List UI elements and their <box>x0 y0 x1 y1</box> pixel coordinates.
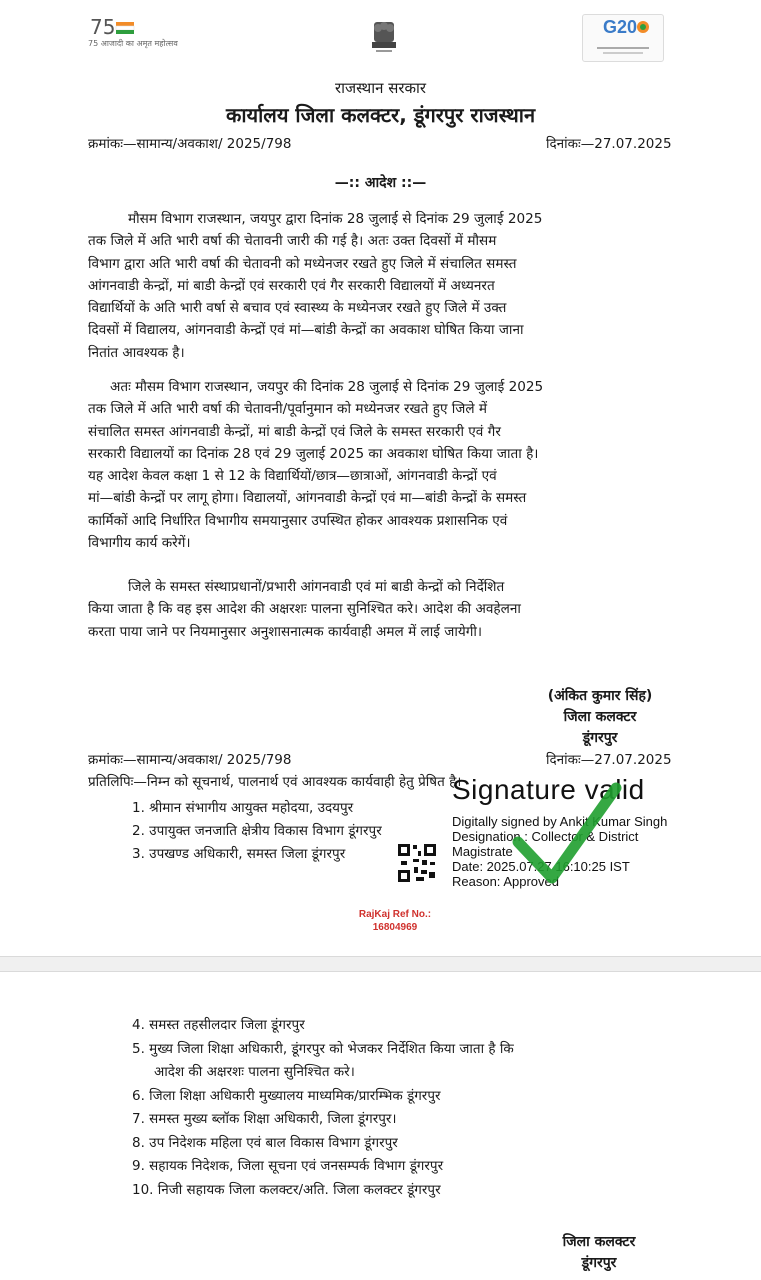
rajkaj-label: RajKaj Ref No.: <box>358 909 432 920</box>
copy-list-page-1 <box>132 797 382 866</box>
paragraph-line: विभागीय कार्य करेगें। <box>88 535 191 552</box>
signature-line: Reason: Approved <box>452 874 559 889</box>
government-title: राजस्थान सरकार <box>334 79 427 97</box>
paragraph-line: यह आदेश केवल कक्षा 1 से 12 के विद्यार्थियों/छात्र—छात्राओं, आंगनवाडी केन्द्रों एवं <box>88 468 497 485</box>
signatory-designation: जिला कलक्टर <box>563 709 637 725</box>
paragraph-line: आंगनवाडी केन्द्रों, मां बाडी केन्द्रों एवं सरकारी एवं गैर सरकारी विद्यालयों में अध्यनरत <box>88 277 495 294</box>
signatory-place: डूंगरपुर <box>582 730 618 746</box>
order-date: दिनांकः—27.07.2025 <box>546 136 672 152</box>
footer-place: डूंगरपुर <box>581 1255 617 1271</box>
office-title: कार्यालय जिला कलक्टर, डूंगरपुर राजस्थान <box>225 103 536 127</box>
paragraph-line: कार्मिकों आदि निर्धारित विभागीय समयानुसार उपस्थित होकर आवश्यक प्रशासनिक एवं <box>88 512 508 529</box>
signature-line: Digitally signed by Ankit Kumar Singh <box>452 814 668 829</box>
list-item: 2. उपायुक्त जनजाति क्षेत्रीय विकास विभाग डूंगरपुर <box>132 823 382 839</box>
digital-signature-stamp <box>452 774 712 894</box>
list-item: 5. मुख्य जिला शिक्षा अधिकारी, डूंगरपुर को भेजकर निर्देशित किया जाता है कि <box>132 1040 514 1057</box>
copy-intro: प्रतिलिपिः—निम्न को सूचनार्थ, पालनार्थ एवं आवश्यक कार्यवाही हेतु प्रेषित है। <box>88 774 462 790</box>
paragraph-line: सरकारी विद्यालयों का दिनांक 28 एवं 29 जुलाई 2025 का अवकाश घोषित किया जाता है। <box>88 445 539 462</box>
footer-signatory <box>534 1232 664 1274</box>
signature-line: Date: 2025.07.27 16:10:25 IST <box>452 859 630 874</box>
signature-line: Magistrate <box>452 844 513 859</box>
list-item: 10. निजी सहायक जिला कलक्टर/अति. जिला कलक्टर डूंगरपुर <box>132 1181 441 1198</box>
copy-list-page-2 <box>132 1014 672 1202</box>
copy-reference-number: क्रमांकः—सामान्य/अवकाश/ 2025/798 <box>88 752 292 768</box>
paragraph-line: तक जिले में अति भारी वर्षा की चेतावनी जारी की गई है। अतः उक्त दिवसों में मौसम <box>88 233 497 250</box>
paragraph-line: किया जाता है कि वह इस आदेश की अक्षरशः पालना सुनिश्चित करे। आदेश की अवहेलना <box>88 601 521 618</box>
page-separator <box>0 956 761 972</box>
paragraph-line: संचालित समस्त आंगनवाडी केन्द्रों, मां बाडी केन्द्रों एवं जिले के समस्त सरकारी एवं गैर <box>88 423 501 440</box>
azadi-logo-text: 75 आजादी का अमृत महोत्सव <box>88 39 178 48</box>
paragraph-line: विद्यार्थियों के अति भारी वर्षा से बचाव एवं स्वास्थ्य के मध्येनजर रखते हुए जिले में उक्त <box>88 300 507 317</box>
paragraph-line: जिले के समस्त संस्थाप्रधानों/प्रभारी आंगनवाडी एवं मां बाडी केन्द्रों को निर्देशित <box>128 579 505 595</box>
list-item: 9. सहायक निदेशक, जिला सूचना एवं जनसम्पर्क विभाग डूंगरपुर <box>132 1158 444 1174</box>
footer-designation: जिला कलक्टर <box>562 1234 636 1250</box>
azadi-ka-amrit-mahotsav-logo <box>88 14 178 56</box>
rajkaj-reference <box>340 908 450 934</box>
order-paragraph-2 <box>88 376 672 554</box>
paragraph-line: विभाग द्वारा अति भारी वर्षा की चेतावनी को मध्येनजर रखते हुए जिले में संचालित समस्त <box>88 255 517 272</box>
svg-text:75: 75 <box>90 15 116 39</box>
paragraph-line: अतः मौसम विभाग राजस्थान, जयपुर की दिनांक 28 जुलाई से दिनांक 29 जुलाई 2025 <box>110 379 544 395</box>
list-item: 4. समस्त तहसीलदार जिला डूंगरपुर <box>132 1017 305 1033</box>
rajkaj-number: 16804969 <box>372 922 418 933</box>
green-check-icon <box>512 782 622 886</box>
order-heading: —:: आदेश ::— <box>334 175 427 191</box>
order-paragraph-3 <box>88 576 672 643</box>
signatory-name: (अंकित कुमार सिंह) <box>547 688 653 704</box>
paragraph-line: करता पाया जाने पर नियमानुसार अनुशासनात्मक कार्यवाही अमल में लाई जायेगी। <box>88 623 483 640</box>
signature-line: Designation : Collector & District <box>452 829 639 844</box>
copy-date: दिनांकः—27.07.2025 <box>546 752 672 768</box>
paragraph-line: तक जिले में अति भारी वर्षा की चेतावनी/पूर्वानुमान को मध्येनजर रखते हुए जिले में <box>88 401 488 418</box>
list-item: 3. उपखण्ड अधिकारी, समस्त जिला डूंगरपुर <box>132 846 346 862</box>
state-emblem-icon <box>364 18 404 60</box>
paragraph-line: मां—बांडी केन्द्रों पर लागू होगा। विद्यालयों, आंगनवाडी केन्द्रों एवं मा—बांडी केन्द्रों के समस्त <box>88 490 527 507</box>
list-item-continuation: आदेश की अक्षरशः पालना सुनिश्चित करे। <box>154 1064 355 1080</box>
signature-valid-label: Signature valid <box>452 774 645 805</box>
order-paragraph-1 <box>88 208 672 364</box>
g20-logo-text: G20 <box>603 17 638 37</box>
list-item: 6. जिला शिक्षा अधिकारी मुख्यालय माध्यमिक/प्रारम्भिक डूंगरपुर <box>132 1087 441 1104</box>
g20-logo <box>582 14 664 62</box>
paragraph-line: दिवसों में विद्यालय, आंगनवाडी केन्द्रों एवं मां—बांडी केन्द्रों का अवकाश घोषित किया जाना <box>88 322 524 339</box>
signatory-block <box>520 686 680 749</box>
qr-code-icon <box>396 842 438 884</box>
paragraph-line: नितांत आवश्यक है। <box>88 344 185 361</box>
list-item: 8. उप निदेशक महिला एवं बाल विकास विभाग डूंगरपुर <box>132 1134 398 1151</box>
reference-number: क्रमांकः—सामान्य/अवकाश/ 2025/798 <box>88 136 292 152</box>
paragraph-line: मौसम विभाग राजस्थान, जयपुर द्वारा दिनांक 28 जुलाई से दिनांक 29 जुलाई 2025 <box>128 211 543 227</box>
list-item: 1. श्रीमान संभागीय आयुक्त महोदया, उदयपुर <box>132 800 354 816</box>
list-item: 7. समस्त मुख्य ब्लॉक शिक्षा अधिकारी, जिला डूंगरपुर। <box>132 1111 397 1127</box>
